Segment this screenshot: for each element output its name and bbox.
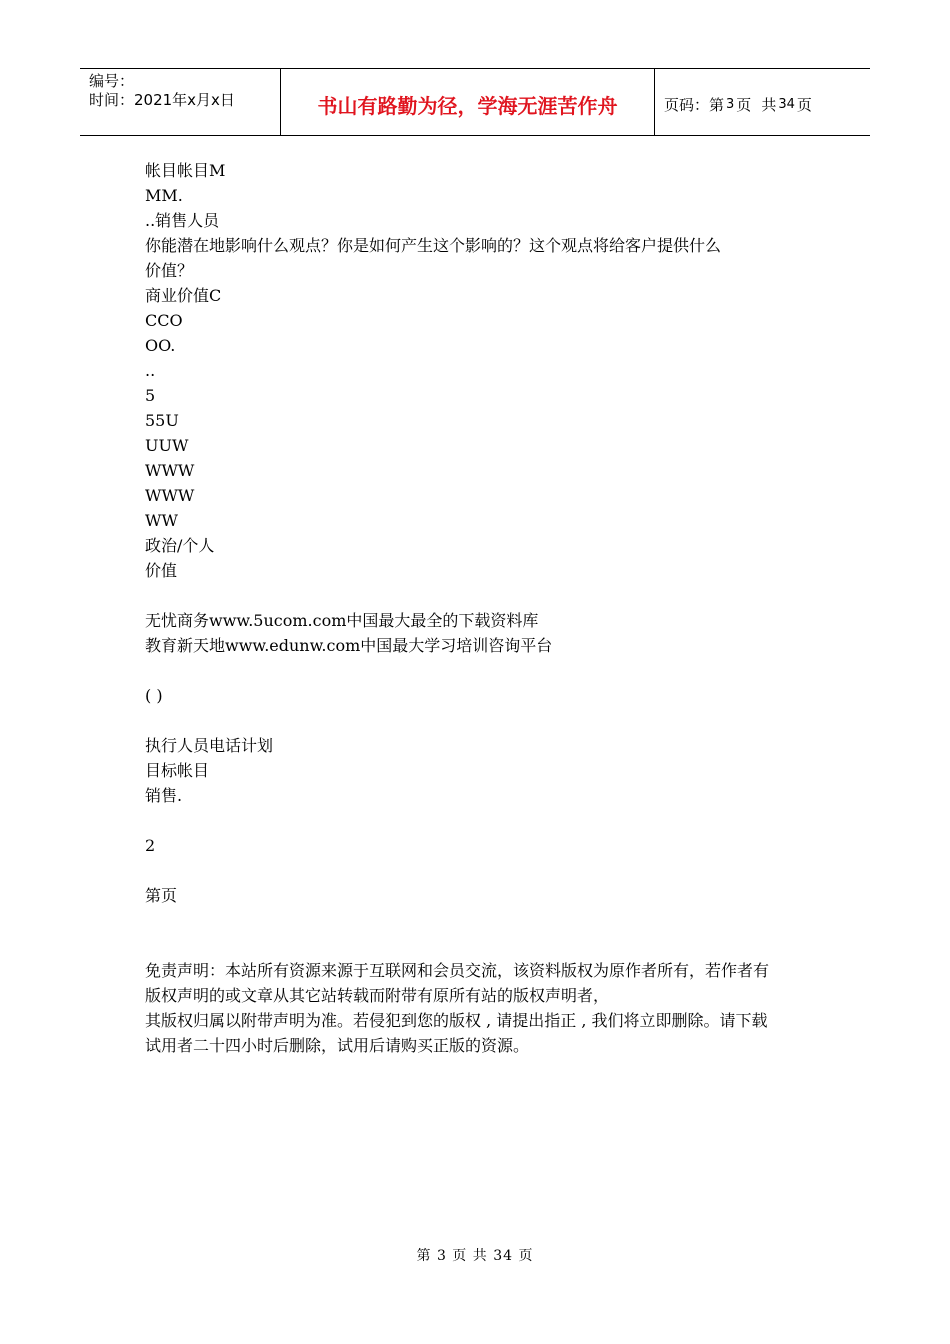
page-current: 3 bbox=[726, 96, 735, 112]
body-line: 价值 bbox=[145, 561, 178, 580]
promo-line: 教育新天地www.edunw.com中国最大学习培训咨询平台 bbox=[145, 636, 553, 655]
page-footer: 第 3 页 共 34 页 bbox=[416, 1248, 534, 1264]
disclaimer-line: 其版权归属以附带声明为准。若侵犯到您的版权 , 请提出指正 , 我们将立即删除。请下载 bbox=[145, 1011, 768, 1030]
body-line: UUW bbox=[145, 436, 189, 455]
header-info bbox=[80, 69, 281, 135]
body-line: .. bbox=[145, 361, 156, 380]
body-line: MM. bbox=[145, 186, 183, 205]
body-line: 你能潜在地影响什么观点？你是如何产生这个影响的？这个观点将给客户提供什么 bbox=[145, 236, 722, 255]
header-page-number bbox=[655, 69, 870, 135]
body-line: CCO bbox=[145, 311, 183, 330]
plan-line: 目标帐目 bbox=[145, 761, 210, 780]
page-header bbox=[80, 68, 870, 136]
plan-line: 执行人员电话计划 bbox=[145, 736, 274, 755]
body-line: WWW bbox=[145, 461, 195, 480]
body-line: OO. bbox=[145, 336, 176, 355]
disclaimer-line: 版权声明的或文章从其它站转载而附带有原所有站的版权声明者， bbox=[145, 986, 610, 1005]
document-body bbox=[145, 158, 825, 1058]
page-total-prefix: 共 bbox=[761, 95, 777, 114]
page-label-line: 第页 bbox=[145, 886, 178, 905]
page-prefix: 页码：第 bbox=[664, 95, 725, 114]
disclaimer-line: 免责声明：本站所有资源来源于互联网和会员交流，该资料版权为原作者所有，若作者有 bbox=[145, 961, 770, 980]
body-line: WW bbox=[145, 511, 178, 530]
page-total: 34 bbox=[778, 96, 795, 112]
body-line: ..销售人员 bbox=[145, 211, 220, 230]
page-total-unit: 页 bbox=[796, 95, 812, 114]
body-line: 55U bbox=[145, 411, 179, 430]
body-line: WWW bbox=[145, 486, 195, 505]
parens-line: ( ) bbox=[145, 686, 163, 705]
body-line: 政治/个人 bbox=[145, 536, 215, 555]
promo-line: 无忧商务www.5ucom.com中国最大最全的下载资料库 bbox=[145, 611, 539, 630]
body-line: 帐目帐目M bbox=[145, 161, 226, 180]
header-motto: 书山有路勤为径，学海无涯苦作舟 bbox=[281, 69, 655, 135]
body-line: 5 bbox=[145, 386, 156, 405]
date-label: 时间：2021年x月x日 bbox=[89, 91, 235, 109]
body-line: 价值？ bbox=[145, 261, 194, 280]
body-line: 商业价值C bbox=[145, 286, 222, 305]
number-line: 2 bbox=[145, 836, 156, 855]
disclaimer-line: 试用者二十四小时后删除，试用后请购买正版的资源。 bbox=[145, 1036, 530, 1055]
page-unit: 页 bbox=[736, 95, 752, 114]
plan-line: 销售. bbox=[145, 786, 183, 805]
serial-label: 编号： bbox=[89, 72, 135, 90]
